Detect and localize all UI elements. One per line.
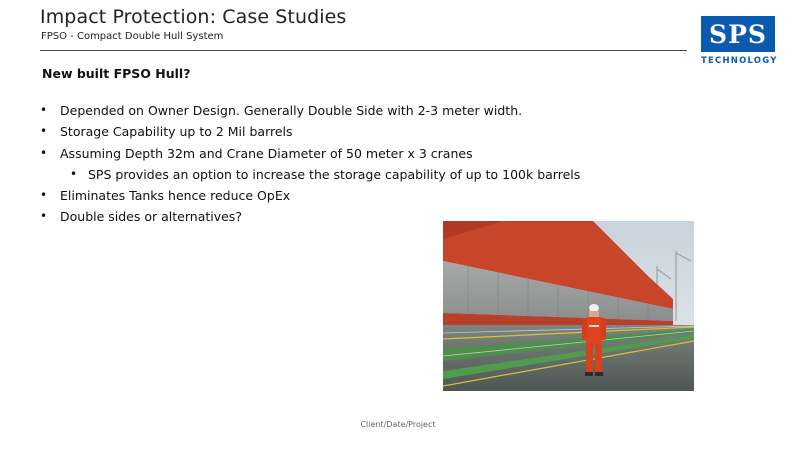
bullet-item [40,100,580,121]
bullet-item [40,121,580,142]
bullet-text: Depended on Owner Design. Generally Double Side with 2-3 meter width. [60,103,523,118]
company-logo [701,16,778,66]
bullet-dot: • [40,209,48,224]
bullet-text: Eliminates Tanks hence reduce OpEx [60,188,291,204]
bullet-list [40,100,580,228]
shipyard-illustration [443,221,694,391]
bullet-text: SPS provides an option to increase the storage capability of up to 100k barrels [88,166,581,182]
bullet-dot: • [40,188,48,203]
header-divider [40,50,687,51]
logo-box [701,16,775,52]
bullet-dot: • [40,145,48,160]
section-heading: New built FPSO Hull? [42,66,191,81]
bullet-dot: • [40,124,48,139]
bullet-dot: • [40,103,48,117]
footer-text: Client/Date/Project [360,420,436,429]
logo-text: SPS [709,19,767,49]
fpso-hull-photo [443,221,694,391]
bullet-text: Assuming Depth 32m and Crane Diameter of 50 meter x 3 cranes [60,145,473,161]
bullet-item [40,143,580,164]
slide-subtitle: FPSO - Compact Double Hull System [41,31,224,42]
bullet-item [40,185,580,206]
slide-title: Impact Protection: Case Studies [40,6,347,28]
sub-bullet-item [40,164,580,185]
bullet-text: Double sides or alternatives? [60,209,242,225]
bullet-text: Storage Capability up to 2 Mil barrels [60,124,293,140]
bullet-dot: • [70,166,78,181]
logo-subtext: TECHNOLOGY [701,56,778,66]
